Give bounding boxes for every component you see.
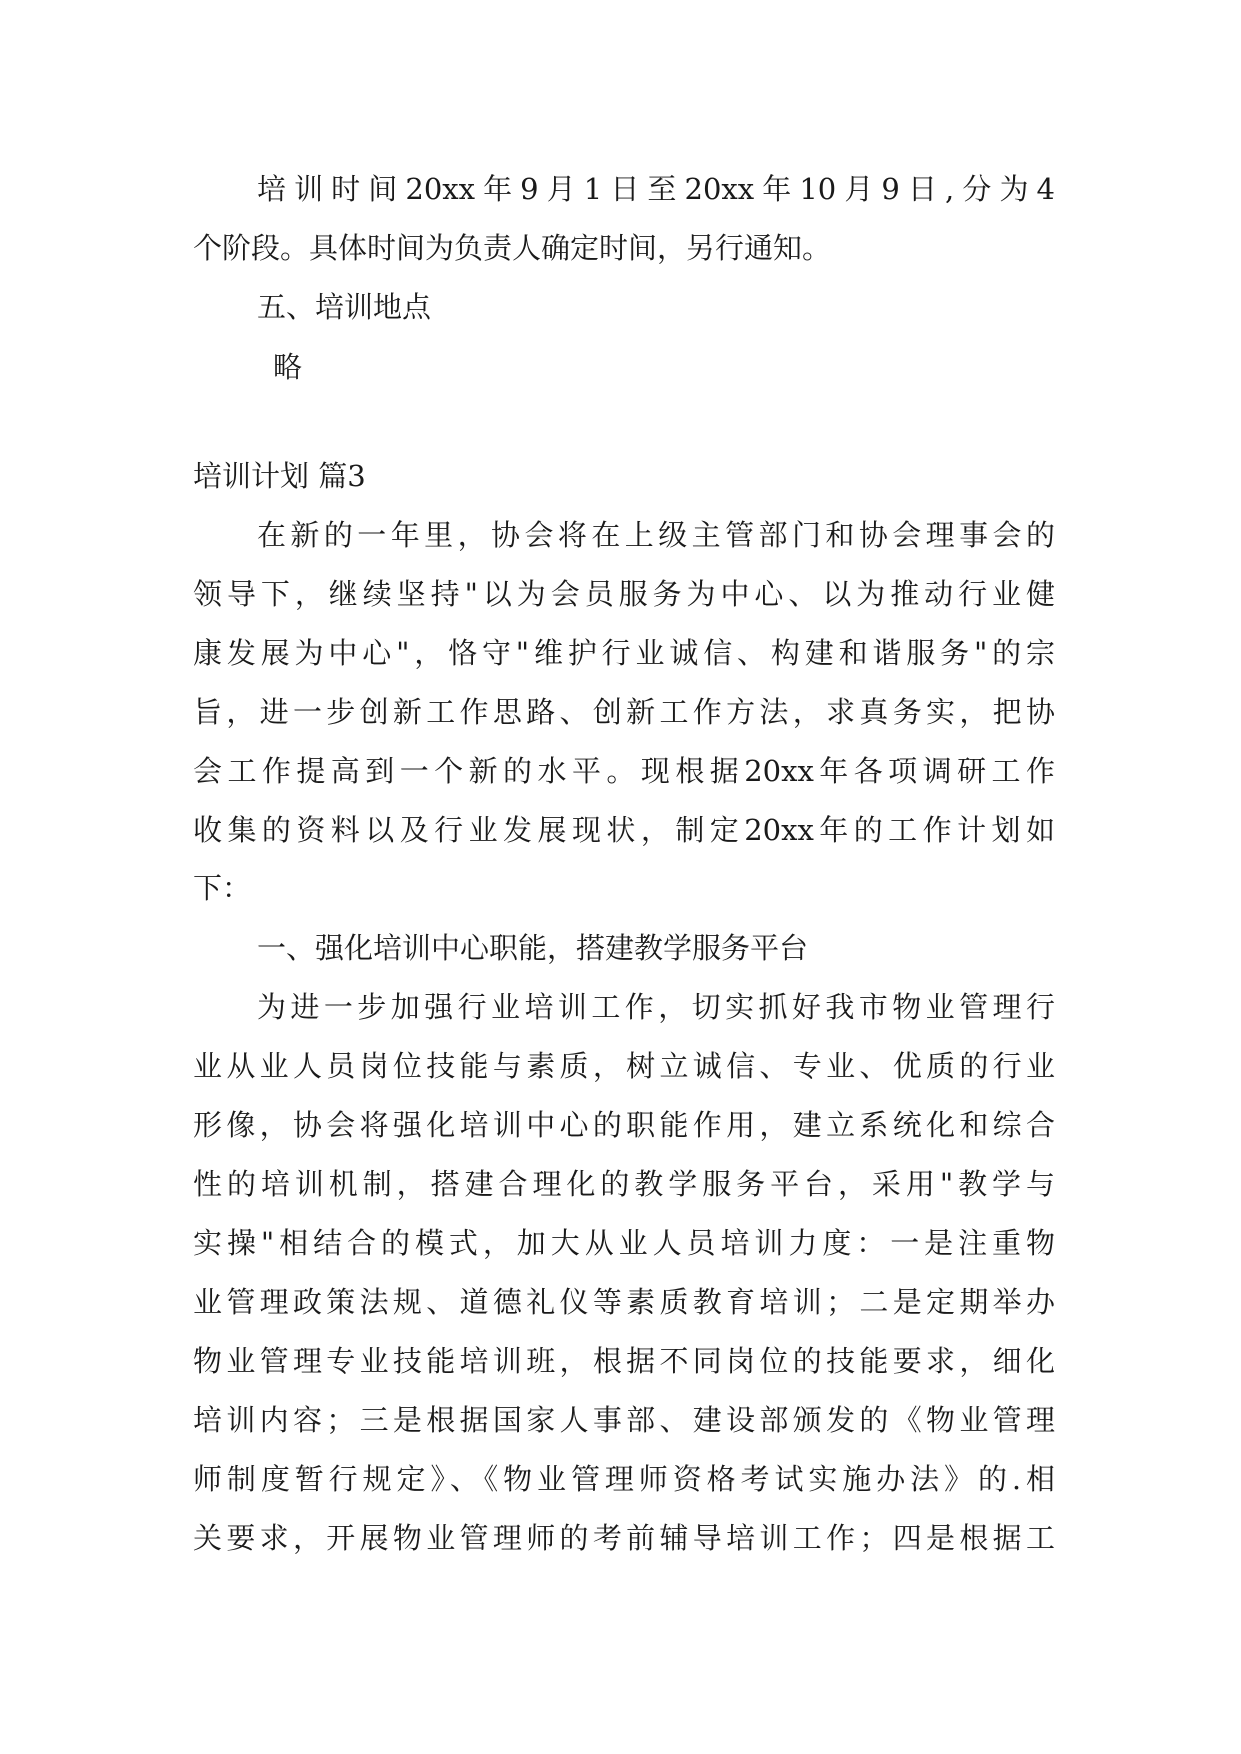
section-heading: 一、强化培训中心职能，搭建教学服务平台 <box>257 931 809 965</box>
text-line: 实操"相结合的模式，加大从业人员培训力度：一是注重物 <box>193 1226 1055 1260</box>
text-line: 下： <box>193 871 252 905</box>
text-line: 收集的资料以及行业发展现状，制定20xx年的工作计划如 <box>193 813 1055 847</box>
section-title: 培训计划 篇3 <box>193 459 366 493</box>
text-line: 为进一步加强行业培训工作，切实抓好我市物业管理行 <box>257 990 1055 1024</box>
text-line: 个阶段。具体时间为负责人确定时间，另行通知。 <box>193 231 832 265</box>
text-line: 性的培训机制，搭建合理化的教学服务平台，采用"教学与 <box>193 1167 1055 1201</box>
text-line: 师制度暂行规定》、《物业管理师资格考试实施办法》的.相 <box>193 1462 1055 1496</box>
text-line: 在新的一年里，协会将在上级主管部门和协会理事会的 <box>257 518 1055 552</box>
text-line: 会工作提高到一个新的水平。现根据20xx年各项调研工作 <box>193 754 1055 788</box>
text-line: 业从业人员岗位技能与素质，树立诚信、专业、优质的行业 <box>193 1049 1055 1083</box>
text-line: 物业管理专业技能培训班，根据不同岗位的技能要求，细化 <box>193 1344 1055 1378</box>
text-line: 培训时间20xx年9月1日至20xx年10月9日,分为4 <box>257 172 1055 206</box>
text-line: 形像，协会将强化培训中心的职能作用，建立系统化和综合 <box>193 1108 1055 1142</box>
text-line: 旨，进一步创新工作思路、创新工作方法，求真务实，把协 <box>193 695 1055 729</box>
text-line: 培训内容；三是根据国家人事部、建设部颁发的《物业管理 <box>193 1403 1055 1437</box>
text-line: 领导下，继续坚持"以为会员服务为中心、以为推动行业健 <box>193 577 1055 611</box>
text-line: 业管理政策法规、道德礼仪等素质教育培训；二是定期举办 <box>193 1285 1055 1319</box>
section-heading: 五、培训地点 <box>257 290 432 324</box>
text-line: 关要求，开展物业管理师的考前辅导培训工作；四是根据工 <box>193 1521 1055 1555</box>
text-line: 略 <box>273 350 303 384</box>
text-line: 康发展为中心"，恪守"维护行业诚信、构建和谐服务"的宗 <box>193 636 1055 670</box>
